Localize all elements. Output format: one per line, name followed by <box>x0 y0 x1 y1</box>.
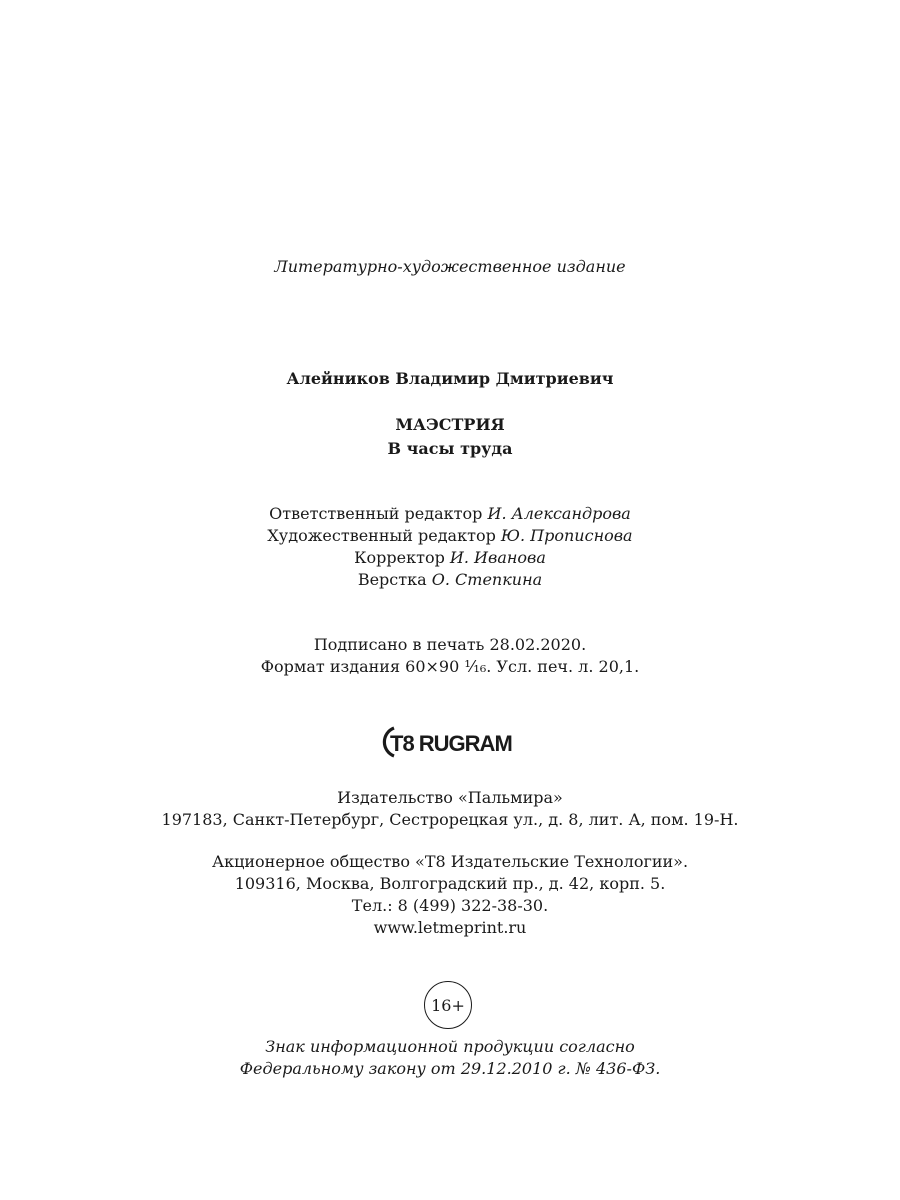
book-title: МАЭСТРИЯ <box>395 415 505 434</box>
t8-rugram-logo-icon <box>380 722 520 762</box>
author-name: Алейников Владимир Дмитриевич <box>286 369 614 388</box>
age-notice-line: Знак информационной продукции согласно <box>265 1037 635 1056</box>
credit-person: И. Александрова <box>487 504 631 523</box>
printer-phone: Тел.: 8 (499) 322-38-30. <box>351 896 549 915</box>
credit-role: Корректор <box>354 548 445 567</box>
publisher-name: Издательство «Пальмира» <box>337 788 563 807</box>
age-rating-text: 16+ <box>431 995 465 1015</box>
logo-text: T8 RUGRAM <box>390 731 512 756</box>
edition-type: Литературно-художественное издание <box>274 257 626 276</box>
printer-website: www.letmeprint.ru <box>373 918 527 937</box>
credit-person: О. Степкина <box>431 570 543 589</box>
credit-line <box>0 547 900 569</box>
credit-line <box>0 525 900 547</box>
t8-rugram-logo <box>380 722 520 762</box>
credit-line <box>0 503 900 525</box>
age-notice-line: Федеральному закону от 29.12.2010 г. № 436-ФЗ. <box>239 1059 661 1078</box>
credit-person: И. Иванова <box>449 548 546 567</box>
publisher-address: 197183, Санкт-Петербург, Сестрорецкая ул., д. 8, лит. А, пом. 19-Н. <box>161 810 739 829</box>
credit-line <box>0 569 900 591</box>
credit-role: Верстка <box>357 570 427 589</box>
print-format: Формат издания 60×90 ¹⁄₁₆. Усл. печ. л. 20,1. <box>260 657 640 676</box>
signed-to-print: Подписано в печать 28.02.2020. <box>313 635 587 654</box>
printer-address: 109316, Москва, Волгоградский пр., д. 42, корп. 5. <box>234 874 666 893</box>
age-rating-badge <box>424 981 472 1029</box>
credit-role: Ответственный редактор <box>269 504 483 523</box>
credit-role: Художественный редактор <box>267 526 496 545</box>
printer-name: Акционерное общество «Т8 Издательские Технологии». <box>211 852 689 871</box>
book-subtitle: В часы труда <box>387 439 513 458</box>
credit-person: Ю. Прописнова <box>500 526 633 545</box>
